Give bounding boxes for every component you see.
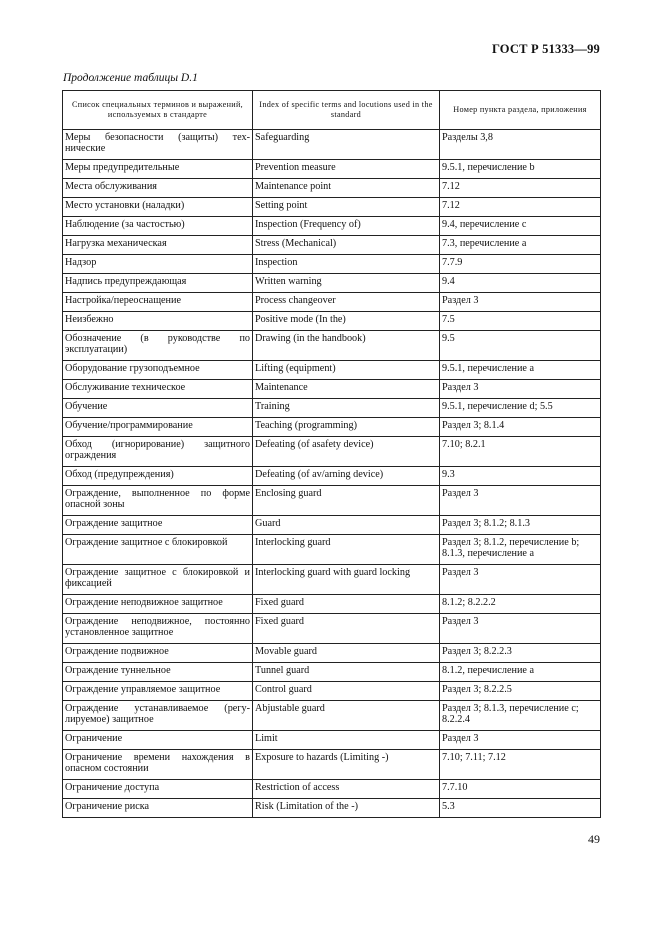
term-russian-cell: Надпись предупреждающая <box>63 274 253 293</box>
page-number: 49 <box>588 832 600 846</box>
section-reference-cell: 9.5.1, перечисление b <box>440 160 601 179</box>
column-header-section-number: Номер пункта раздела, приложения <box>440 91 601 130</box>
section-reference-cell: 8.1.2, перечисление а <box>440 663 601 682</box>
section-reference-cell: 9.4, перечисление с <box>440 217 601 236</box>
term-russian-cell: Ограждение неподвижное, постоянно установленное защитное <box>63 614 253 644</box>
table-row <box>63 130 601 160</box>
section-reference-cell: 7.12 <box>440 198 601 217</box>
table-row <box>63 380 601 399</box>
term-english-cell: Drawing (in the handbook) <box>253 331 440 361</box>
section-reference-cell: 7.5 <box>440 312 601 331</box>
term-russian-cell: Обход (предупреждения) <box>63 467 253 486</box>
term-english-cell: Maintenance point <box>253 179 440 198</box>
term-russian-cell: Ограничение доступа <box>63 780 253 799</box>
section-reference-cell: 9.5.1, перечисление d; 5.5 <box>440 399 601 418</box>
table-row <box>63 516 601 535</box>
table-body <box>63 130 601 818</box>
term-english-cell: Prevention measure <box>253 160 440 179</box>
term-russian-cell: Наблюдение (за частостью) <box>63 217 253 236</box>
term-english-cell: Process changeover <box>253 293 440 312</box>
table-row <box>63 535 601 565</box>
section-reference-cell: Раздел 3 <box>440 565 601 595</box>
term-english-cell: Defeating (of asafety device) <box>253 437 440 467</box>
term-russian-cell: Ограждение защитное <box>63 516 253 535</box>
section-reference-cell: Раздел 3; 8.1.4 <box>440 418 601 437</box>
section-reference-cell: Раздел 3 <box>440 731 601 750</box>
term-russian-cell: Ограждение туннельное <box>63 663 253 682</box>
section-reference-cell: 5.3 <box>440 799 601 818</box>
table-row <box>63 750 601 780</box>
term-russian-cell: Нагрузка механическая <box>63 236 253 255</box>
term-english-cell: Control guard <box>253 682 440 701</box>
term-english-cell: Lifting (equipment) <box>253 361 440 380</box>
table-row <box>63 565 601 595</box>
section-reference-cell: 7.3, перечисление а <box>440 236 601 255</box>
table-row <box>63 418 601 437</box>
section-reference-cell: Раздел 3 <box>440 293 601 312</box>
term-russian-cell: Меры безопасности (защиты) тех-нические <box>63 130 253 160</box>
term-russian-cell: Обозначение (в руководстве по эксплуатации) <box>63 331 253 361</box>
term-english-cell: Maintenance <box>253 380 440 399</box>
document-header: ГОСТ Р 51333—99 <box>491 42 600 56</box>
section-reference-cell: 7.10; 7.11; 7.12 <box>440 750 601 780</box>
term-russian-cell: Ограничение времени нахождения в опасном состоянии <box>63 750 253 780</box>
table-row <box>63 486 601 516</box>
term-russian-cell: Меры предупредительные <box>63 160 253 179</box>
column-header-english-terms: Index of specific terms and locutions used in the standard <box>253 91 440 130</box>
term-russian-cell: Оборудование грузоподъемное <box>63 361 253 380</box>
term-english-cell: Teaching (programming) <box>253 418 440 437</box>
term-english-cell: Training <box>253 399 440 418</box>
table-row <box>63 361 601 380</box>
column-header-russian-terms: Список специальных терминов и выражений, используемых в стандарте <box>63 91 253 130</box>
table-row <box>63 399 601 418</box>
table-row <box>63 198 601 217</box>
term-english-cell: Positive mode (In the) <box>253 312 440 331</box>
term-english-cell: Enclosing guard <box>253 486 440 516</box>
term-russian-cell: Обучение/программирование <box>63 418 253 437</box>
term-russian-cell: Ограждение подвижное <box>63 644 253 663</box>
terms-table <box>62 90 601 818</box>
term-english-cell: Restriction of access <box>253 780 440 799</box>
term-russian-cell: Ограничение риска <box>63 799 253 818</box>
section-reference-cell: 9.4 <box>440 274 601 293</box>
term-russian-cell: Настройка/переоснащение <box>63 293 253 312</box>
table-continuation-caption: Продолжение таблицы D.1 <box>63 72 198 84</box>
term-english-cell: Exposure to hazards (Limiting -) <box>253 750 440 780</box>
term-russian-cell: Ограждение, выполненное по форме опасной зоны <box>63 486 253 516</box>
table-row <box>63 682 601 701</box>
section-reference-cell: 8.1.2; 8.2.2.2 <box>440 595 601 614</box>
term-english-cell: Inspection <box>253 255 440 274</box>
term-english-cell: Movable guard <box>253 644 440 663</box>
table-row <box>63 293 601 312</box>
term-english-cell: Defeating (of av/arning device) <box>253 467 440 486</box>
section-reference-cell: Раздел 3; 8.1.2, перечисление b; 8.1.3, перечисление а <box>440 535 601 565</box>
term-russian-cell: Обслуживание техническое <box>63 380 253 399</box>
section-reference-cell: Раздел 3 <box>440 380 601 399</box>
section-reference-cell: 9.5 <box>440 331 601 361</box>
table-row <box>63 614 601 644</box>
section-reference-cell: Раздел 3 <box>440 486 601 516</box>
table-row <box>63 217 601 236</box>
section-reference-cell: 7.10; 8.2.1 <box>440 437 601 467</box>
table-row <box>63 179 601 198</box>
table-row <box>63 780 601 799</box>
term-english-cell: Setting point <box>253 198 440 217</box>
term-russian-cell: Ограничение <box>63 731 253 750</box>
table-row <box>63 331 601 361</box>
table-row <box>63 731 601 750</box>
term-english-cell: Safeguarding <box>253 130 440 160</box>
table-row <box>63 255 601 274</box>
table-row <box>63 312 601 331</box>
section-reference-cell: 9.3 <box>440 467 601 486</box>
term-russian-cell: Надзор <box>63 255 253 274</box>
term-english-cell: Limit <box>253 731 440 750</box>
term-russian-cell: Неизбежно <box>63 312 253 331</box>
table-row <box>63 236 601 255</box>
section-reference-cell: 7.7.9 <box>440 255 601 274</box>
term-russian-cell: Ограждение неподвижное защитное <box>63 595 253 614</box>
term-english-cell: Abjustable guard <box>253 701 440 731</box>
term-english-cell: Tunnel guard <box>253 663 440 682</box>
term-english-cell: Interlocking guard <box>253 535 440 565</box>
term-english-cell: Risk (Limitation of the -) <box>253 799 440 818</box>
table-row <box>63 437 601 467</box>
term-russian-cell: Обучение <box>63 399 253 418</box>
section-reference-cell: Раздел 3; 8.1.3, перечисление с; 8.2.2.4 <box>440 701 601 731</box>
table-row <box>63 644 601 663</box>
section-reference-cell: 9.5.1, перечисление а <box>440 361 601 380</box>
term-english-cell: Inspection (Frequency of) <box>253 217 440 236</box>
section-reference-cell: Раздел 3; 8.1.2; 8.1.3 <box>440 516 601 535</box>
table-row <box>63 274 601 293</box>
section-reference-cell: Раздел 3; 8.2.2.3 <box>440 644 601 663</box>
table-row <box>63 160 601 179</box>
term-english-cell: Fixed guard <box>253 614 440 644</box>
term-russian-cell: Ограждение защитное с блокировкой <box>63 535 253 565</box>
term-english-cell: Fixed guard <box>253 595 440 614</box>
term-english-cell: Guard <box>253 516 440 535</box>
section-reference-cell: Раздел 3 <box>440 614 601 644</box>
table-row <box>63 663 601 682</box>
term-russian-cell: Ограждение защитное с блокировкой и фиксацией <box>63 565 253 595</box>
table-row <box>63 595 601 614</box>
section-reference-cell: Раздел 3; 8.2.2.5 <box>440 682 601 701</box>
term-russian-cell: Место установки (наладки) <box>63 198 253 217</box>
term-russian-cell: Ограждение управляемое защитное <box>63 682 253 701</box>
term-russian-cell: Ограждение устанавливаемое (регу-лируемое) защитное <box>63 701 253 731</box>
section-reference-cell: Разделы 3,8 <box>440 130 601 160</box>
table-header-row <box>63 91 601 130</box>
table-row <box>63 467 601 486</box>
section-reference-cell: 7.12 <box>440 179 601 198</box>
table-row <box>63 701 601 731</box>
term-english-cell: Written warning <box>253 274 440 293</box>
term-russian-cell: Обход (игнорирование) защитного ограждения <box>63 437 253 467</box>
term-english-cell: Stress (Mechanical) <box>253 236 440 255</box>
term-russian-cell: Места обслуживания <box>63 179 253 198</box>
section-reference-cell: 7.7.10 <box>440 780 601 799</box>
table-row <box>63 799 601 818</box>
term-english-cell: Interlocking guard with guard locking <box>253 565 440 595</box>
